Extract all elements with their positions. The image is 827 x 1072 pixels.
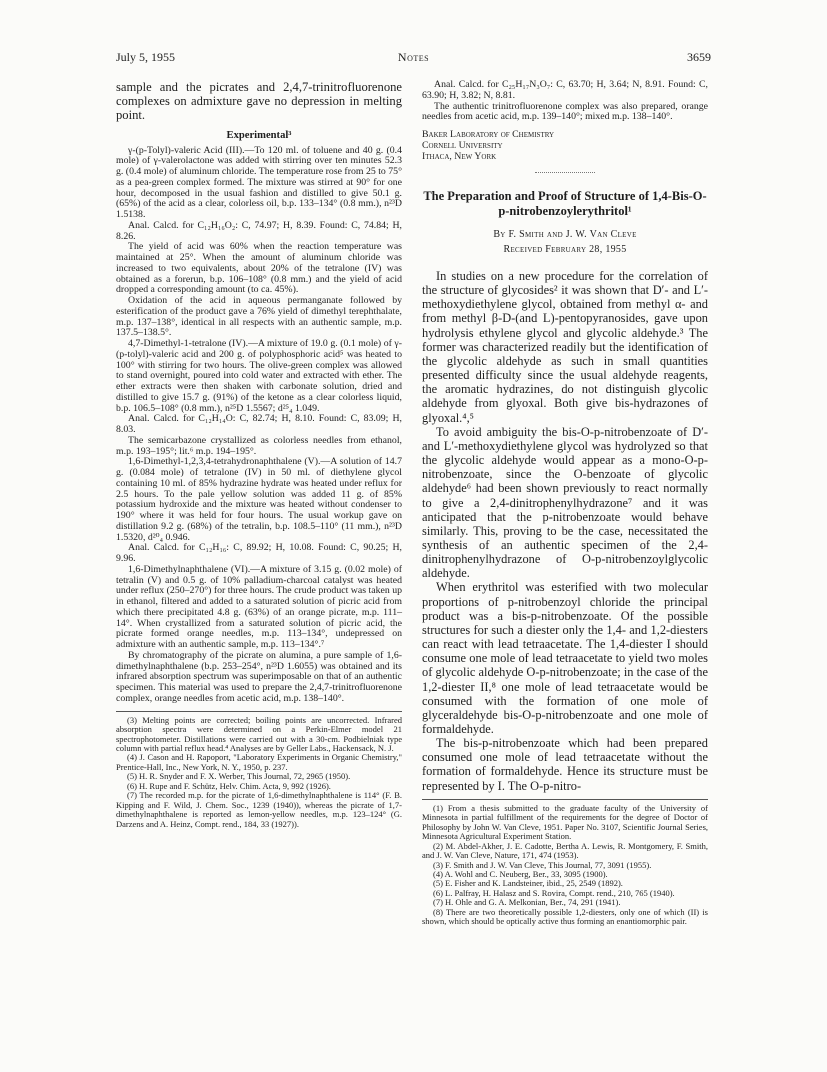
footnote: (2) M. Abdel-Akher, J. E. Cadotte, Bertha A. Lewis, R. Montgomery, F. Smith, and J. W. Van Cleve, Nature, 171, 474 (1953). — [422, 840, 708, 861]
footnote: (4) A. Wohl and C. Neuberg, Ber., 33, 3095 (1900). — [433, 868, 608, 879]
paragraph: The authentic trinitrofluorenone complex was also prepared, orange needles from acetic acid, m.p. 139–140°; mixed m.p. 138–140°. — [422, 100, 708, 123]
paragraph: Oxidation of the acid in aqueous permanganate followed by esterification of the product gave a 76% yield of dimethyl terephthalate, m.p. 137–138°, identical in all respects with an authentic sample, m.p. 137.5–138.5°. — [116, 295, 402, 339]
right-column — [422, 80, 708, 927]
footnote: (5) E. Fisher and K. Landsteiner, ibid., 25, 2549 (1892). — [433, 878, 623, 889]
footnote: (4) J. Cason and H. Rapoport, "Laboratory Experiments in Organic Chemistry," Prentice-Hall, Inc., New York, N. Y., 1950, p. 237. — [116, 752, 402, 772]
affiliation-line: Cornell University — [422, 140, 503, 151]
footnote: (6) L. Palfray, H. Halasz and S. Rovira, Compt. rend., 210, 765 (1940). — [433, 887, 675, 898]
lead-paragraph: sample and the picrates and 2,4,7-trinitrofluorenone complexes on admixture gave no depression in melting point. — [116, 80, 402, 123]
experimental-heading: Experimental³ — [226, 129, 292, 141]
paragraph: 1,6-Dimethyl-1,2,3,4-tetrahydronaphthalene (V).—A solution of 14.7 g. (0.084 mole) of tetralone (IV) in 50 ml. of diethylene glycol containing 10 ml. of 85% hydrazine hydrate was heated under reflux for 2.5 hours. To the pale yellow solution was added 11 g. of 85% potassium hydroxide and the mixture was heated without condenser to 190° where it was held for four hours. The usual workup gave on distillation 9.2 g. (68%) of the tetralin, b.p. 108.5–110° (11 mm.), n²³D 1.5320, d²⁰₄ 0.946. — [116, 456, 402, 543]
paragraph: By chromatography of the picrate on alumina, a pure sample of 1,6-dimethylnaphthalene (b.p. 253–254°, n²³D 1.6055) was obtained and its infrared absorption spectrum was superimposable on that of an authentic specimen. This material was used to prepare the 2,4,7-trinitrofluorenone complex, orange needles from acetic acid, m.p. 138–140°. — [116, 649, 402, 704]
footnote-rule — [116, 711, 402, 712]
body-paragraph: The bis-p-nitrobenzoate which had been prepared consumed one mole of lead tetraacetate without the formation of formaldehyde. Hence its structure must be represented by I. The O-p-nitro- — [422, 736, 708, 793]
affiliation — [422, 129, 708, 162]
paragraph: The yield of acid was 60% when the reaction temperature was maintained at 25°. When the amount of aluminum chloride was increased to two equivalents, about 20% of the tetralone (IV) was obtained as a forerun, b.p. 106–108° (0.8 mm.) and the yield of acid dropped a corresponding amount (to ca. 45%). — [116, 241, 402, 296]
footnote: (3) F. Smith and J. W. Van Cleve, This Journal, 77, 3091 (1955). — [433, 859, 652, 870]
footnote: (6) H. Rupe and F. Schütz, Helv. Chim. Acta, 9, 992 (1926). — [127, 780, 331, 791]
paragraph: γ-(p-Tolyl)-valeric Acid (III).—To 120 ml. of toluene and 40 g. (0.4 mole) of γ-valerolactone was added with stirring over ten minutes 52.3 g. (0.4 mole) of aluminum chloride. The temperature rose from 25 to 75° as a pea-green complex formed. The mixture was stirred at 90° for one hour, decomposed in the usual fashion and distilled to give 50.1 g. (65%) of the acid as a clear, colorless oil, b.p. 133–134° (0.8 mm.), n²³D 1.5138. — [116, 144, 402, 221]
footnote: (7) H. Ohle and G. A. Melkonian, Ber., 74, 291 (1941). — [433, 897, 621, 908]
footnote-rule — [422, 799, 708, 800]
authors: By F. Smith and J. W. Van Cleve — [493, 229, 637, 240]
article-title: The Preparation and Proof of Structure of 1,4-Bis-O-p-nitrobenzoylerythritol¹ — [423, 189, 707, 218]
paragraph: Anal. Calcd. for C₁₂H₁₄O: C, 82.74; H, 8.10. Found: C, 83.09; H, 8.03. — [116, 413, 402, 436]
paragraph: 4,7-Dimethyl-1-tetralone (IV).—A mixture of 19.0 g. (0.1 mole) of γ-(p-tolyl)-valeric acid and 200 g. of polyphosphoric acid⁵ was heated to 100° with stirring for two hours. The olive-green complex was allowed to stand overnight, poured into cold water and extracted with ether. The ether extracts were then shaken with carbonate solution, dried and distilled to give 15.7 g. (91%) of the ketone as a clear colorless liquid, b.p. 106.5–108° (0.8 mm.), n²⁵D 1.5567; d²⁵₄ 1.049. — [116, 338, 402, 414]
header-section: Notes — [397, 50, 430, 64]
body-paragraph: In studies on a new procedure for the correlation of the structure of glycosides² it was shown that D′- and L′-methoxydiethylene glycol, obtained from methyl α- and from methyl β-D-(and L)-pentopyranosides, gave upon hydrolysis ethylene glycol and glycolic aldehyde.³ The former was characterized readily but the identification of the glycolic aldehyde as such in small quantities presented difficulty since the usual aldehyde reagents, the aromatic hydrazines, do not distinguish glycolic aldehyde from glyoxal. Both give bis-hydrazones of glyoxal.⁴,⁵ — [422, 269, 708, 425]
paragraph: 1,6-Dimethylnaphthalene (VI).—A mixture of 3.15 g. (0.02 mole) of tetralin (V) and 0.5 g. of 10% palladium-charcoal catalyst was heated under reflux (250–270°) for three hours. The crude product was taken up in ethanol, filtered and added to a saturated solution of picric acid from which there precipitated 4.8 g. (63%) of an orange picrate, m.p. 111–14°. When crystallized from a saturated solution of picric acid, the picrate formed orange needles, m.p. 113–134°, undepressed on admixture with an authentic sample, m.p. 113–134°.⁷ — [116, 563, 402, 651]
header-page-number: 3659 — [687, 50, 711, 64]
left-column — [116, 80, 402, 829]
paragraph: Anal. Calcd. for C₁₂H₁₆O₂: C, 74.97; H, 8.39. Found: C, 74.84; H, 8.26. — [116, 219, 402, 242]
affiliation-line: Ithaca, New York — [422, 151, 497, 162]
footnote: (3) Melting points are corrected; boiling points are uncorrected. Infrared absorption spectra were determined on a Perkin-Elmer model 21 spectrophotometer. Distillations were carried out with a 30-cm. Podbielniak type column with partial reflux head.⁴ Analyses are by Geller Labs., Hackensack, N. J. — [116, 714, 402, 753]
footnote: (5) H. R. Snyder and F. X. Werber, This Journal, 72, 2965 (1950). — [127, 771, 351, 782]
header-date: July 5, 1955 — [116, 50, 176, 64]
body-paragraph: When erythritol was esterified with two molecular proportions of p-nitrobenzoyl chloride the principal product was a bis-p-nitrobenzoate. Of the possible structures for such a diester only the 1,4- and 1,2-diesters can react with lead tetraacetate. The 1,4-diester I should consume one mole of lead tetraacetate to yield two moles of glycolic aldehyde O-p-nitrobenzoate; in the case of the 1,2-diester II,⁸ one mole of lead tetraacetate would be consumed with the formation of one mole of glyceraldehyde bis-O-p-nitrobenzoate and one mole of formaldehyde. — [422, 580, 708, 736]
paragraph: Anal. Calcd. for C₂₅H₁₇N₃O₇: C, 63.70; H, 3.64; N, 8.91. Found: C, 63.90; H, 3.82; N, 8.81. — [422, 79, 708, 101]
footnote: (1) From a thesis submitted to the graduate faculty of the University of Minnesota in partial fulfillment of the requirements for the degree of Doctor of Philosophy by John W. Van Cleve, 1951. Paper No. 3107, Scientific Journal Series, Minnesota Agricultural Experiment Station. — [422, 802, 708, 842]
page-header — [116, 50, 711, 66]
section-divider — [535, 172, 595, 173]
received-date: Received February 28, 1955 — [503, 244, 627, 255]
paragraph: The semicarbazone crystallized as colorless needles from ethanol, m.p. 193–195°; lit.⁶ m.p. 194–195°. — [116, 434, 402, 457]
affiliation-line: Baker Laboratory of Chemistry — [422, 129, 555, 140]
body-paragraph: To avoid ambiguity the bis-O-p-nitrobenzoate of D′- and L′-methoxydiethylene glycol was hydrolyzed so that the glycolic aldehyde would appear as a mono-O-p-nitrobenzoate, since the O-benzoate of glycolic aldehyde⁶ had been shown previously to react normally to give a 2,4-dinitrophenylhydrazone⁷ and it was anticipated that the p-nitrobenzoate would behave similarly. This, proving to be the case, necessitated the synthesis of an authentic specimen of the 2,4-dinitrophenylhydrazone of O-p-nitrobenzoylglycolic aldehyde. — [422, 424, 708, 581]
footnote: (8) There are two theoretically possible 1,2-diesters, only one of which (II) is shown, which should be optically active thus forming an enantiomorphic pair. — [422, 906, 708, 927]
footnote: (7) The recorded m.p. for the picrate of 1,6-dimethylnaphthalene is 114° (F. B. Kipping and F. Wild, J. Chem. Soc., 1239 (1940)), whereas the picrate of 1,7-dimethylnaphthalene is reported as lemon-yellow needles, m.p. 123–124° (G. Darzens and A. Heinz, Compt. rend., 184, 33 (1927)). — [116, 790, 402, 829]
paragraph: Anal. Calcd. for C₁₂H₁₆: C, 89.92; H, 10.08. Found: C, 90.25; H, 9.96. — [116, 542, 402, 565]
